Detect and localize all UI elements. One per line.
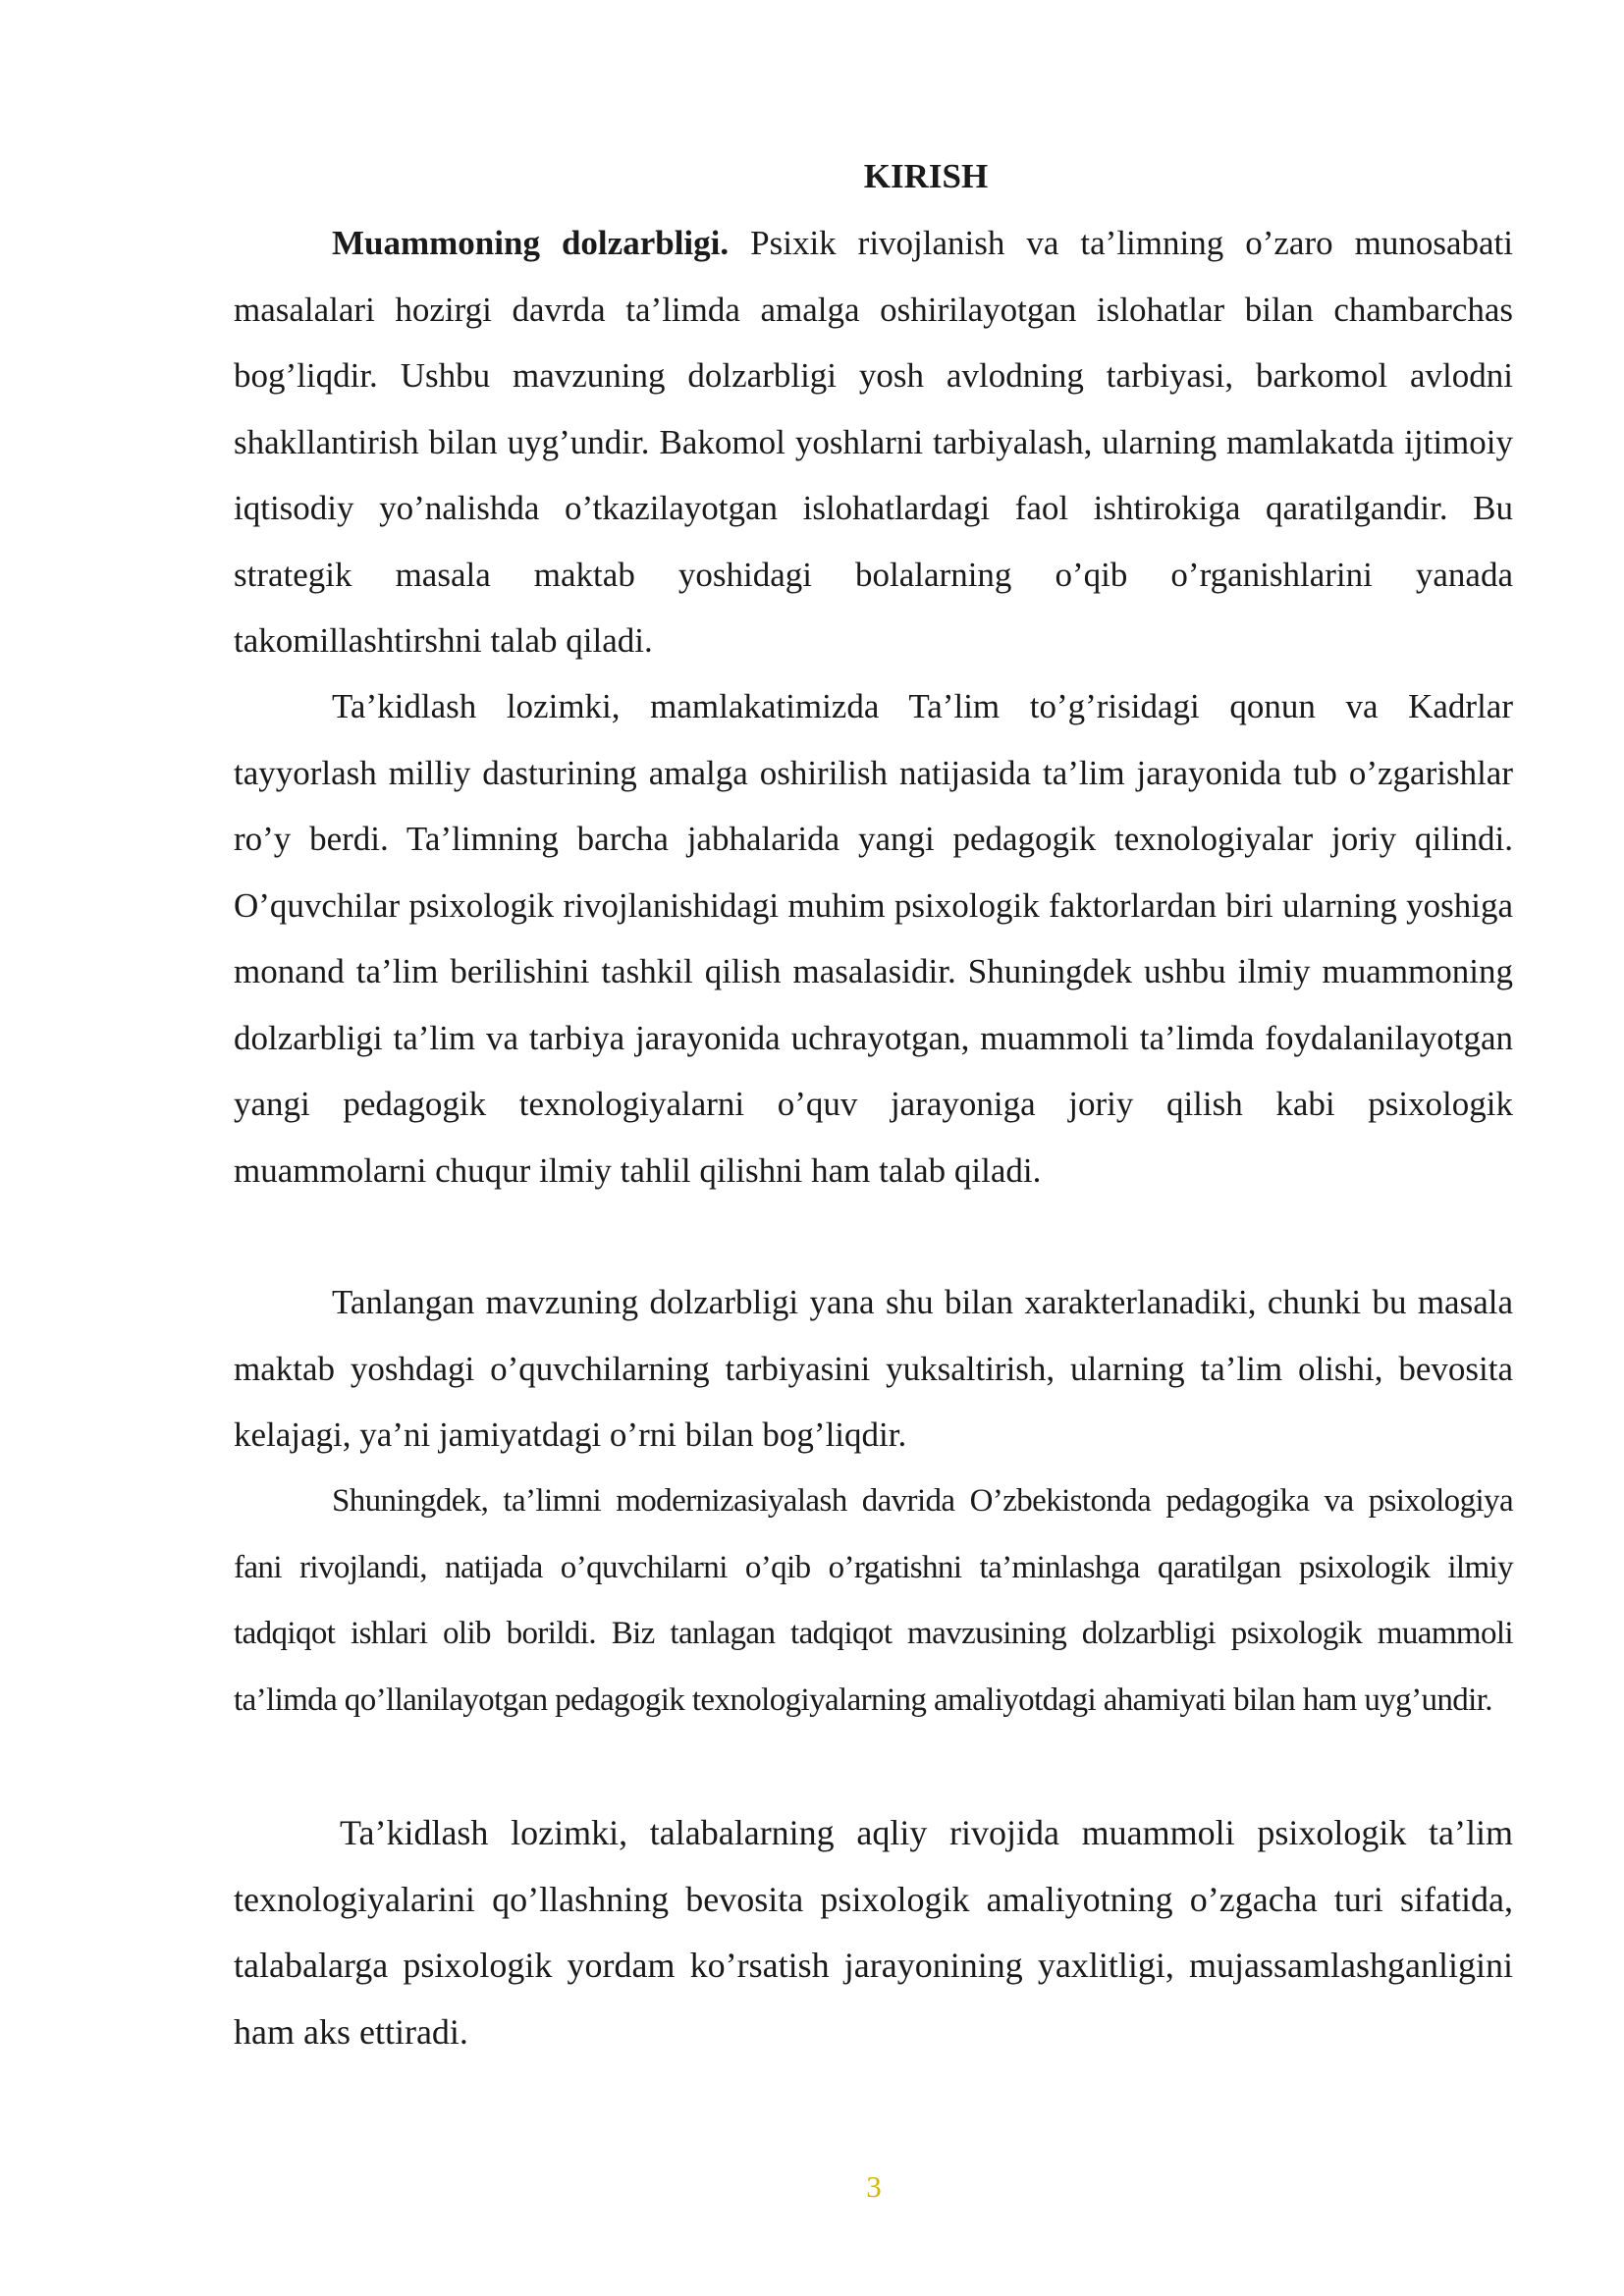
- paragraph-chosen-topic: Tanlangan mavzuning dolzarbligi yana shu bilan xarakterlanadiki, chunki bu masala maktab yoshdagi o’quvchilarning tarbiyasini yuksaltirish, ularning ta’lim olishi, bevosita kelajagi, ya’ni jamiyatdagi o’rni bilan bog’liqdir.: [234, 1283, 1513, 1454]
- page-number: 3: [866, 2169, 882, 2204]
- paragraph-relevance: [234, 210, 1513, 674]
- paragraph-reforms: Ta’kidlash lozimki, mamlakatimizda Ta’lim to’g’risidagi qonun va Kadrlar tayyorlash milliy dasturining amalga oshirilish natijasida ta’lim jarayonida tub o’zgarishlar ro’y berdi. Ta’limning barcha jabhalarida yangi pedagogik texnologiyalar joriy qilindi. O’quvchilar psixologik rivojlanishidagi muhim psixologik faktorlardan biri ularning yoshiga monand ta’lim berilishini tashkil qilish masalasidir. Shuningdek ushbu ilmiy muammoning dolzarbligi ta’lim va tarbiya jarayonida uchrayotgan, muammoli ta’limda foydalanilayotgan yangi pedagogik texnologiyalarni o’quv jarayoniga joriy qilish kabi psixologik muammolarni chuqur ilmiy tahlil qilishni ham talab qiladi.: [234, 687, 1513, 1190]
- paragraph-modernization: Shuningdek, ta’limni modernizasiyalash davrida O’zbekistonda pedagogika va psixologiya fani rivojlandi, natijada o’quvchilarni o’qib o’rgatishni ta’minlashga qaratilgan psixologik ilmiy tadqiqot ishlari olib borildi. Biz tanlagan tadqiqot mavzusining dolzarbligi psixologik muammoli ta’limda qo’llanilayotgan pedagogik texnologiyalarning amaliyotdagi ahamiyati bilan ham uyg’undir.: [234, 1483, 1513, 1718]
- paragraph-lead-label: Muammoning dolzarbligi.: [332, 224, 730, 262]
- paragraph-text: Psixik rivojlanish va ta’limning o’zaro munosabati masalalari hozirgi davrda ta’limda amalga oshirilayotgan islohatlar bilan chambarchas bog’liqdir. Ushbu mavzuning dolzarbligi yosh avlodning tarbiyasi, barkomol avlodni shakllantirish bilan uyg’undir. Bakomol yoshlarni tarbiyalash, ularning mamlakatda ijtimoiy iqtisodiy yo’nalishda o’tkazilayotgan islohatlardagi faol ishtirokiga qaratilgandir. Bu strategik masala maktab yoshidagi bolalarning o’qib o’rganishlarini yanada takomillashtirshni talab qiladi.: [234, 224, 1513, 660]
- paragraph-students-development: Ta’kidlash lozimki, talabalarning aqliy rivojida muammoli psixologik ta’lim texnologiyalarini qo’llashning bevosita psixologik amaliyotning o’zgacha turi sifatida, talabalarga psixologik yordam ko’rsatish jarayonining yaxlitligi, mujassamlashganligini ham aks ettiradi.: [234, 1813, 1513, 2052]
- section-heading: KIRISH: [863, 157, 989, 195]
